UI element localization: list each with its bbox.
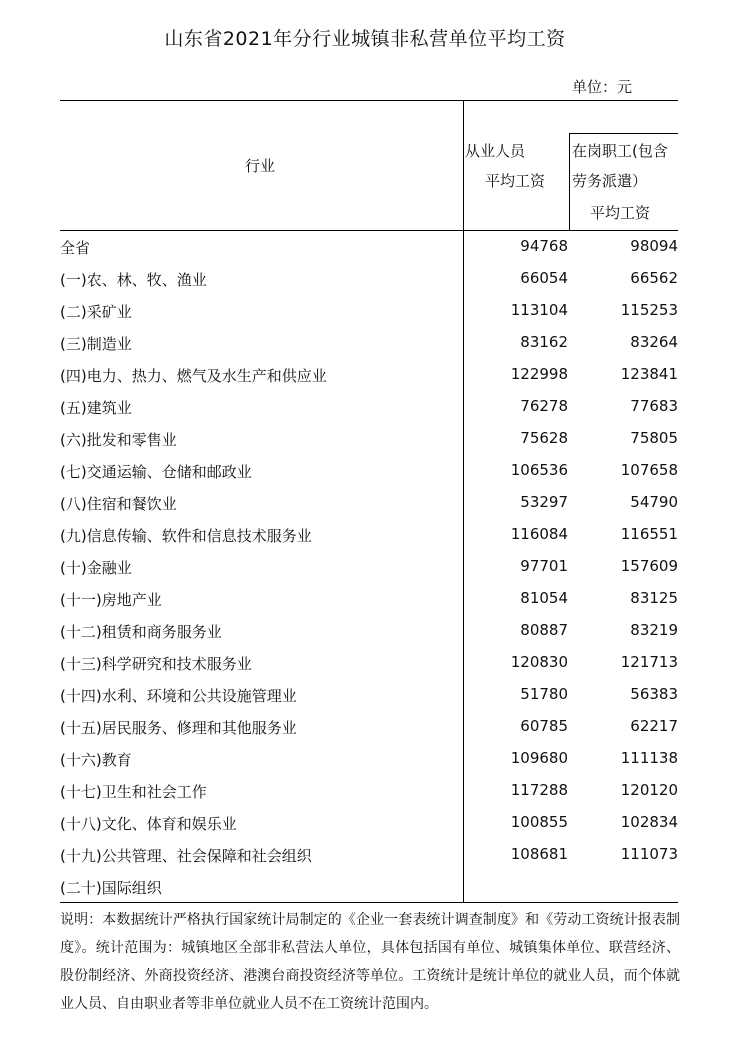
table-row	[60, 520, 678, 552]
industry-name: (十四)水利、环境和公共设施管理业	[60, 687, 297, 705]
employee-avg-wage: 51780	[520, 685, 568, 703]
employee-avg-wage: 76278	[520, 397, 568, 415]
employee-avg-wage: 94768	[520, 237, 568, 255]
industry-name: (十)金融业	[60, 559, 132, 577]
table-row	[60, 456, 678, 488]
staff-avg-wage: 121713	[620, 653, 678, 671]
header-col2-line2: 劳务派遣）	[572, 172, 648, 190]
table-row	[60, 360, 678, 392]
employee-avg-wage: 53297	[520, 493, 568, 511]
staff-avg-wage: 66562	[630, 269, 678, 287]
header-col2-line3: 平均工资	[590, 204, 651, 222]
employee-avg-wage: 60785	[520, 717, 568, 735]
industry-name: (十八)文化、体育和娱乐业	[60, 815, 237, 833]
employee-avg-wage: 81054	[520, 589, 568, 607]
industry-name: (七)交通运输、仓储和邮政业	[60, 463, 252, 481]
table-row	[60, 232, 678, 264]
industry-name: (四)电力、热力、燃气及水生产和供应业	[60, 367, 327, 385]
industry-name: (六)批发和零售业	[60, 431, 177, 449]
industry-name: 全省	[60, 239, 91, 257]
staff-avg-wage: 107658	[620, 461, 678, 479]
employee-avg-wage: 97701	[520, 557, 568, 575]
staff-avg-wage: 102834	[620, 813, 678, 831]
industry-name: (十六)教育	[60, 751, 132, 769]
staff-avg-wage: 157609	[620, 557, 678, 575]
header-industry: 行业	[245, 157, 276, 175]
header-bottom-rule	[60, 230, 678, 231]
industry-name: (十二)租赁和商务服务业	[60, 623, 222, 641]
staff-avg-wage: 56383	[630, 685, 678, 703]
industry-name: (八)住宿和餐饮业	[60, 495, 177, 513]
table-row	[60, 872, 678, 904]
employee-avg-wage: 116084	[510, 525, 568, 543]
table-row	[60, 776, 678, 808]
staff-avg-wage: 83125	[630, 589, 678, 607]
staff-avg-wage: 111073	[620, 845, 678, 863]
table-row	[60, 840, 678, 872]
staff-avg-wage: 83264	[630, 333, 678, 351]
industry-name: (五)建筑业	[60, 399, 132, 417]
staff-avg-wage: 120120	[620, 781, 678, 799]
table-row	[60, 552, 678, 584]
table-row	[60, 296, 678, 328]
staff-avg-wage: 54790	[630, 493, 678, 511]
header-col1-line1: 从业人员	[465, 142, 526, 160]
industry-name: (三)制造业	[60, 335, 132, 353]
employee-avg-wage: 108681	[510, 845, 568, 863]
employee-avg-wage: 109680	[510, 749, 568, 767]
industry-name: (十一)房地产业	[60, 591, 162, 609]
staff-avg-wage: 77683	[630, 397, 678, 415]
industry-name: (十五)居民服务、修理和其他服务业	[60, 719, 297, 737]
industry-name: (十三)科学研究和技术服务业	[60, 655, 252, 673]
table-row	[60, 680, 678, 712]
industry-name: (十九)公共管理、社会保障和社会组织	[60, 847, 312, 865]
table-row	[60, 424, 678, 456]
employee-avg-wage: 117288	[510, 781, 568, 799]
table-row	[60, 392, 678, 424]
employee-avg-wage: 106536	[510, 461, 568, 479]
table-row	[60, 584, 678, 616]
staff-avg-wage: 115253	[620, 301, 678, 319]
table-row	[60, 328, 678, 360]
employee-avg-wage: 66054	[520, 269, 568, 287]
employee-avg-wage: 80887	[520, 621, 568, 639]
employee-avg-wage: 75628	[520, 429, 568, 447]
staff-avg-wage: 111138	[620, 749, 678, 767]
staff-avg-wage: 123841	[620, 365, 678, 383]
employee-avg-wage: 113104	[510, 301, 568, 319]
employee-avg-wage: 100855	[510, 813, 568, 831]
header-col2-line1: 在岗职工(包含	[572, 142, 668, 160]
staff-avg-wage: 62217	[630, 717, 678, 735]
table-top-rule	[60, 100, 678, 101]
header-col1-line2: 平均工资	[485, 172, 546, 190]
industry-name: (九)信息传输、软件和信息技术服务业	[60, 527, 312, 545]
staff-avg-wage: 75805	[630, 429, 678, 447]
table-row	[60, 712, 678, 744]
table-row	[60, 808, 678, 840]
employee-avg-wage: 122998	[510, 365, 568, 383]
staff-avg-wage: 98094	[630, 237, 678, 255]
staff-avg-wage: 116551	[620, 525, 678, 543]
column-divider-2	[569, 133, 570, 230]
table-row	[60, 744, 678, 776]
page-title: 山东省2021年分行业城镇非私营单位平均工资	[164, 28, 566, 50]
industry-name: (一)农、林、牧、渔业	[60, 271, 207, 289]
table-row	[60, 616, 678, 648]
header-sub-rule	[569, 133, 678, 134]
employee-avg-wage: 120830	[510, 653, 568, 671]
table-row	[60, 488, 678, 520]
staff-avg-wage: 83219	[630, 621, 678, 639]
industry-name: (二)采矿业	[60, 303, 132, 321]
industry-name: (二十)国际组织	[60, 879, 162, 897]
table-row	[60, 648, 678, 680]
footnote: 说明：本数据统计严格执行国家统计局制定的《企业一套表统计调查制度》和《劳动工资统计报表制度》。统计范围为：城镇地区全部非私营法人单位，具体包括国有单位、城镇集体单位、联营经济、股份制经济、外商投资经济、港澳台商投资经济等单位。工资统计是统计单位的就业人员，而个体就业人员、自由职业者等非单位就业人员不在工资统计范围内。	[60, 912, 680, 1012]
industry-name: (十七)卫生和社会工作	[60, 783, 207, 801]
employee-avg-wage: 83162	[520, 333, 568, 351]
table-row	[60, 264, 678, 296]
unit-label: 单位：元	[571, 78, 632, 96]
